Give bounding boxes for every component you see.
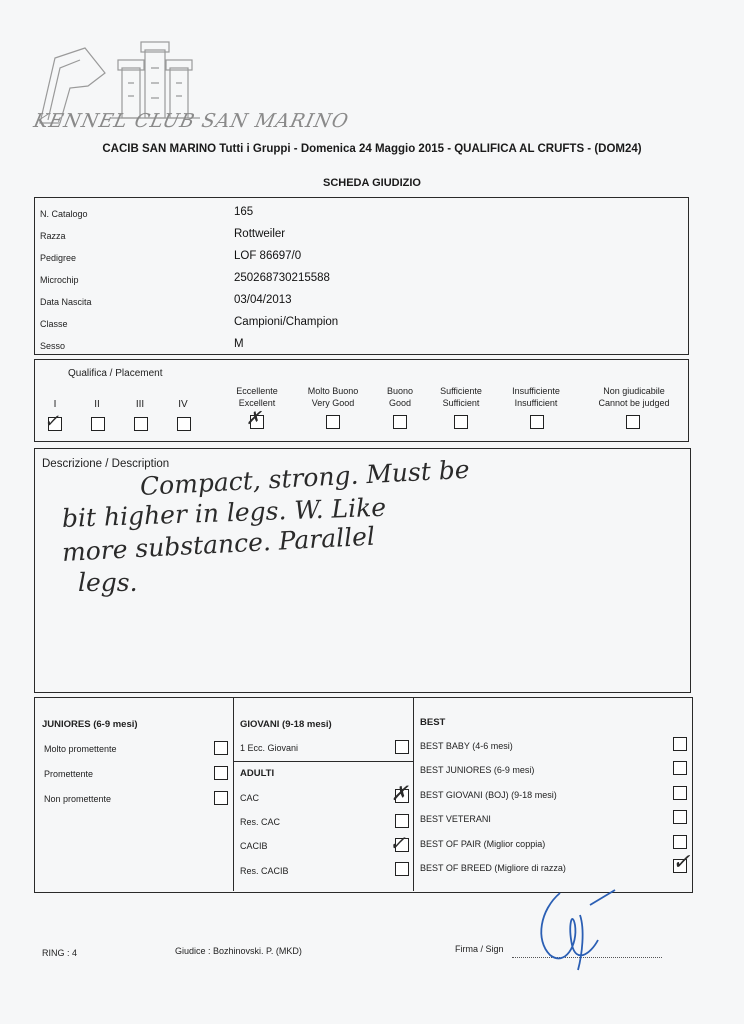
adulti-divider [233, 761, 413, 762]
label-birth-date: Data Nascita [40, 297, 92, 307]
event-title: CACIB SAN MARINO Tutti i Gruppi - Domenica 24 Maggio 2015 - QUALIFICA AL CRUFTS - (DOM24) [102, 143, 642, 155]
adulti-item-res-cacib: Res. CACIB [240, 866, 289, 876]
dog-info-box [34, 197, 689, 355]
rating-cannot-be-judged-it: Non giudicabile [603, 386, 665, 396]
label-breed: Razza [40, 231, 66, 241]
adulti-res-cacib-checkbox[interactable] [395, 862, 409, 876]
rating-good-it: Buono [386, 386, 414, 396]
rating-sufficient-checkbox[interactable] [454, 415, 468, 429]
judge-signature [520, 885, 620, 975]
best-baby-checkbox[interactable] [673, 737, 687, 751]
adulti-cac-check-mark: ✗ [391, 781, 408, 805]
rating-excellent-check-mark: ✗ [246, 408, 262, 429]
best-juniores-checkbox[interactable] [673, 761, 687, 775]
placement-title: Qualifica / Placement [68, 368, 163, 379]
best-item-breed: BEST OF BREED (Migliore di razza) [420, 863, 566, 873]
handwritten-signature-icon [520, 885, 620, 975]
value-microchip: 250268730215588 [234, 272, 330, 284]
adulti-cacib-check-mark: ✓ [389, 831, 406, 855]
form-title: SCHEDA GIUDIZIO [323, 177, 421, 189]
best-veterani-checkbox[interactable] [673, 810, 687, 824]
divider-2 [413, 697, 414, 891]
rating-insufficient-en: Insufficient [514, 398, 558, 408]
best-item-pair: BEST OF PAIR (Miglior coppia) [420, 839, 546, 849]
logo [30, 28, 351, 138]
rank-3-checkbox[interactable] [134, 417, 148, 431]
value-catalog: 165 [234, 206, 254, 218]
rating-sufficient-it: Sufficiente [440, 386, 482, 396]
juniores-very-promising-checkbox[interactable] [214, 741, 228, 755]
juniores-promising-checkbox[interactable] [214, 766, 228, 780]
value-pedigree: LOF 86697/0 [234, 250, 302, 262]
adulti-item-res-cac: Res. CAC [240, 817, 281, 827]
juniores-item-promising: Promettente [44, 769, 94, 779]
best-item-giovani: BEST GIOVANI (BOJ) (9-18 mesi) [420, 790, 557, 800]
adulti-item-cac: CAC [240, 793, 260, 803]
giovani-item-1: 1 Ecc. Giovani [240, 743, 299, 753]
rating-excellent-en: Excellent [238, 398, 276, 408]
rank-label-1: I [53, 399, 57, 410]
best-item-juniores: BEST JUNIORES (6-9 mesi) [420, 765, 535, 775]
adulti-item-cacib: CACIB [240, 841, 268, 851]
value-class: Campioni/Champion [234, 316, 339, 328]
rating-sufficient-en: Sufficient [442, 398, 480, 408]
adulti-res-cac-checkbox[interactable] [395, 814, 409, 828]
giovani-1-checkbox[interactable] [395, 740, 409, 754]
rating-cannot-be-judged-checkbox[interactable] [626, 415, 640, 429]
juniores-item-very-promising: Molto promettente [44, 744, 117, 754]
rating-good-checkbox[interactable] [393, 415, 407, 429]
label-pedigree: Pedigree [40, 253, 77, 263]
value-sex: M [234, 338, 244, 350]
rating-insufficient-checkbox[interactable] [530, 415, 544, 429]
juniores-title: JUNIORES (6-9 mesi) [42, 719, 138, 730]
rank-label-2: II [94, 399, 100, 410]
rank-label-4: IV [178, 399, 188, 410]
description-line-3: more substance. Parallel [61, 521, 376, 567]
giovani-title: GIOVANI (9-18 mesi) [240, 719, 332, 730]
sign-label: Firma / Sign [455, 944, 504, 954]
description-title: Descrizione / Description [42, 458, 170, 470]
rank-label-3: III [135, 399, 145, 410]
description-line-1: Compact, strong. Must be [139, 454, 471, 501]
rating-very-good-en: Very Good [311, 398, 355, 408]
label-class: Classe [40, 319, 68, 329]
value-birth-date: 03/04/2013 [234, 294, 292, 306]
juniores-not-promising-checkbox[interactable] [214, 791, 228, 805]
judge-label: Giudice : Bozhinovski. P. (MKD) [175, 946, 302, 956]
rating-insufficient-it: Insufficiente [512, 386, 560, 396]
rating-very-good-checkbox[interactable] [326, 415, 340, 429]
best-item-veterani: BEST VETERANI [420, 814, 491, 824]
value-breed: Rottweiler [234, 228, 286, 240]
rank-1-check-mark: ✓ [44, 411, 60, 432]
juniores-item-not-promising: Non promettente [44, 794, 112, 804]
best-pair-checkbox[interactable] [673, 835, 687, 849]
ring-label: RING : 4 [42, 948, 78, 958]
rating-cannot-be-judged-en: Cannot be judged [598, 398, 670, 408]
label-sex: Sesso [40, 341, 66, 351]
rating-very-good-it: Molto Buono [307, 386, 359, 396]
label-catalog: N. Catalogo [40, 209, 88, 219]
description-line-2: bit higher in legs. W. Like [61, 492, 387, 533]
adulti-title: ADULTI [240, 768, 275, 779]
rank-2-checkbox[interactable] [91, 417, 105, 431]
rating-excellent-it: Eccellente [236, 386, 278, 396]
best-giovani-checkbox[interactable] [673, 786, 687, 800]
rating-good-en: Good [388, 398, 412, 408]
label-microchip: Microchip [40, 275, 79, 285]
rank-4-checkbox[interactable] [177, 417, 191, 431]
description-line-4: legs. [78, 568, 138, 597]
best-breed-check-mark: ✓ [672, 850, 691, 875]
divider-1 [233, 697, 234, 891]
logo-text: KENNEL CLUB SAN MARINO [31, 110, 351, 132]
best-item-baby: BEST BABY (4-6 mesi) [420, 741, 513, 751]
best-title: BEST [420, 717, 446, 728]
